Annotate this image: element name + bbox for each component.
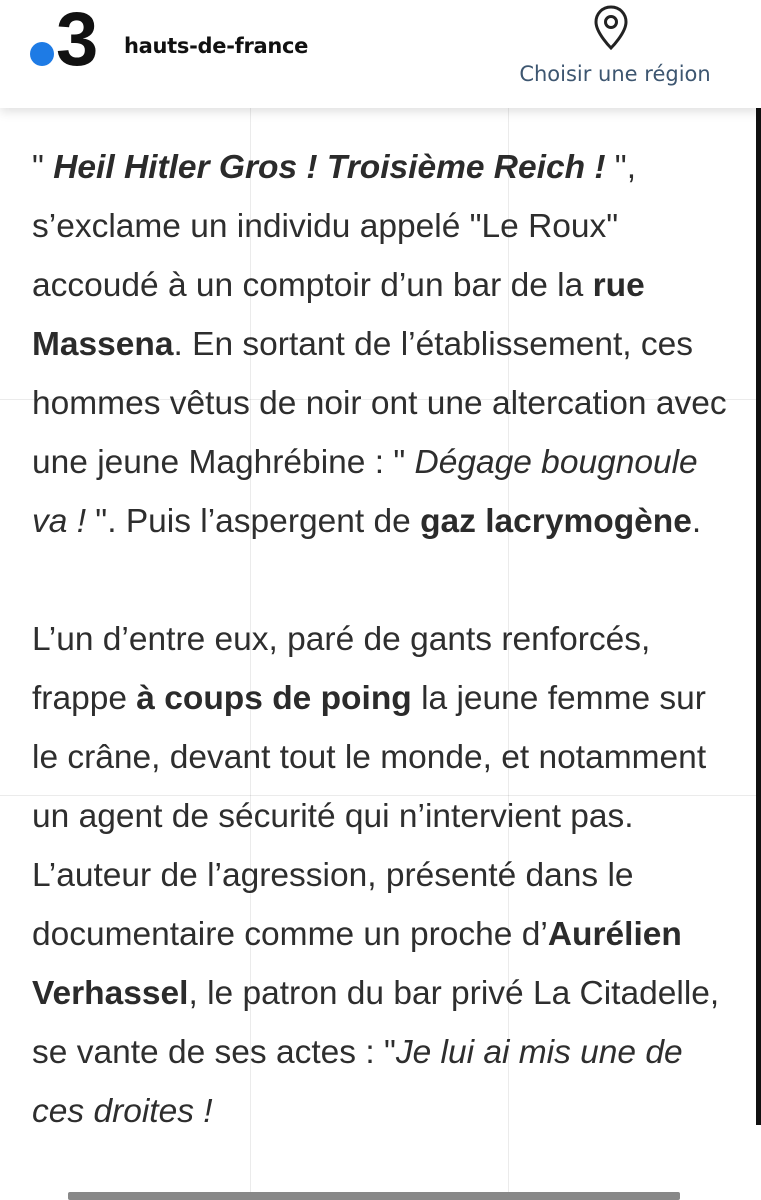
paragraph-1 [32, 138, 732, 551]
choose-region-label: Choisir une région [519, 62, 711, 86]
text: " [32, 149, 54, 186]
choose-region-button[interactable] [500, 4, 730, 94]
text: . En sortant de l’établissement, ces hommes vêtus de noir ont une altercation avec une jeune Maghrébine : " [32, 326, 727, 481]
bold-street: rue Massena [32, 267, 645, 363]
logo-number: 3 [56, 0, 97, 82]
bold-name: Aurélien Verhassel [32, 916, 682, 1012]
quote-brag: Je lui ai mis une de ces droites ! [32, 1034, 683, 1130]
text: ", s’exclame un individu appelé "Le Roux" accoudé à un comptoir d’un bar de la [32, 149, 637, 304]
paragraph-2 [32, 610, 732, 1141]
bottom-bar [68, 1192, 680, 1200]
bold-punch: à coups de poing [136, 680, 412, 717]
text: la jeune femme sur le crâne, devant tout le monde, et notamment un agent de sécurité qui n’intervient pas. L’auteur de l’agression, présenté dans le documentaire comme un proche d’ [32, 680, 707, 953]
brand-name[interactable]: hauts-de-france [124, 34, 309, 58]
location-pin-icon [593, 4, 629, 52]
article-body [32, 138, 732, 1141]
text: ". Puis l’aspergent de [86, 503, 421, 540]
quote-insult: Dégage bougnoule va ! [32, 444, 698, 540]
text: , le patron du bar privé La Citadelle, se vante de ses actes : " [32, 975, 720, 1071]
site-header [0, 0, 761, 108]
text: . [691, 503, 702, 540]
bold-gas: gaz lacrymogène [420, 503, 692, 540]
logo-dot [30, 42, 54, 66]
scrollbar[interactable] [756, 75, 761, 1125]
text: L’un d’entre eux, paré de gants renforcés, frappe [32, 621, 651, 717]
quote-shout: Heil Hitler Gros ! Troisième Reich ! [53, 149, 606, 186]
